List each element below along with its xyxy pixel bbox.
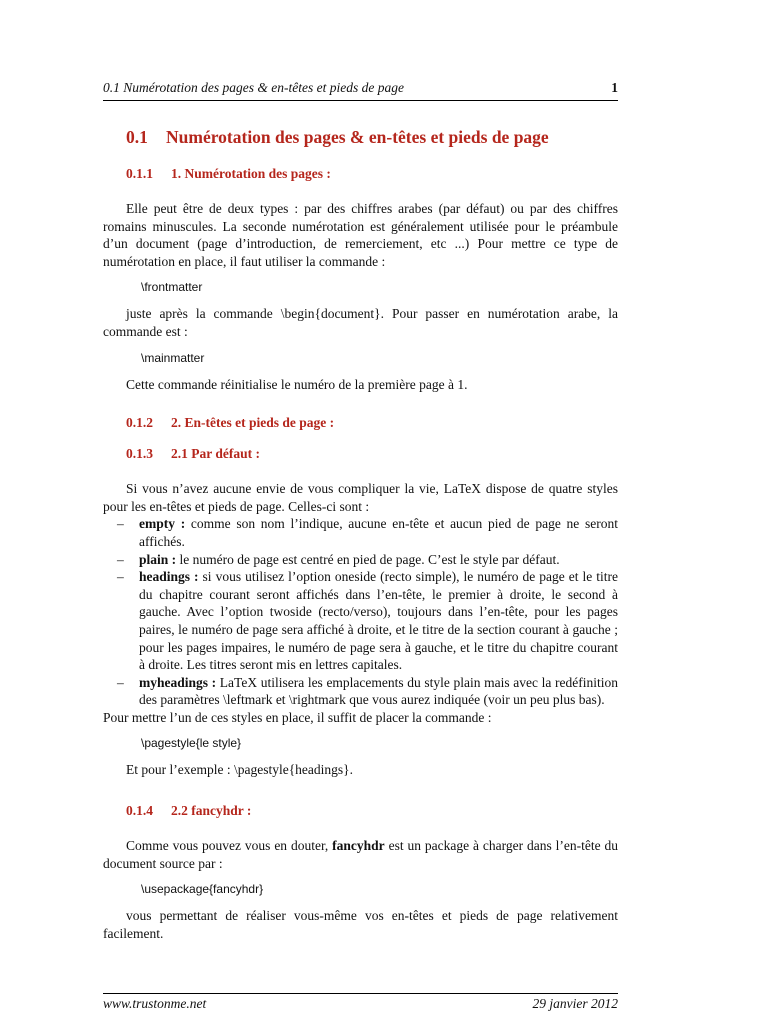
code-line: \mainmatter <box>141 350 205 365</box>
footer-date: 29 janvier 2012 <box>532 996 618 1011</box>
running-header <box>103 80 618 98</box>
subsection-number-2: 0.1.2 <box>126 415 153 431</box>
list-text: si vous utilisez l’option oneside (recto simple), le numéro de page et le titre du chapitre courant seront affichés dans l’en-tête, le premier à droite, le second à gauche. Avec l’option twoside (recto/verso), toujours dans l’en-tête, pour les pages paires, le numéro de page sera affiché à droite, et le titre de la section courant à gauche ; pour les pages impaires, le numéro de page sera à gauche, et le titre du chapitre courant à droite. Les titres seront mis en lettres capitales. <box>139 569 618 673</box>
dash-bullet: – <box>117 674 124 690</box>
paragraph <box>103 837 618 872</box>
paragraph: Si vous n’avez aucune envie de vous compliquer la vie, LaTeX dispose de quatre styles pour les en-têtes et pieds de page. Celles-ci sont : <box>103 481 618 514</box>
footer-rule <box>103 993 618 994</box>
subsection-number-1: 0.1.1 <box>126 166 153 181</box>
running-title: 0.1 Numérotation des pages & en-têtes et pieds de page <box>103 80 404 95</box>
subsection-number-4: 0.1.4 <box>126 803 153 819</box>
dash-bullet: – <box>117 516 124 532</box>
list-text: LaTeX utilisera les emplacements du style plain mais avec la redéfinition des paramètres \leftmark et \rightmark que vous aurez indiquée (voir un peu plus bas). <box>139 674 619 708</box>
subsection-title-4: 2.2 fancyhdr : <box>171 803 252 819</box>
paragraph: juste après la commande \begin{document}. Pour passer en numérotation arabe, la commande est : <box>103 306 618 339</box>
code-line: \usepackage{fancyhdr} <box>141 882 264 897</box>
code-line: \pagestyle{le style} <box>141 736 242 751</box>
subsection-title-3: 2.1 Par défaut : <box>171 446 260 462</box>
style-list <box>103 515 618 709</box>
package-name: fancyhdr <box>332 838 385 854</box>
subsection-heading-3 <box>126 444 618 464</box>
section-number: 0.1 <box>126 127 148 147</box>
dash-bullet: – <box>117 569 124 585</box>
list-item <box>103 551 618 569</box>
paragraph: Et pour l’exemple : \pagestyle{headings}. <box>126 762 354 778</box>
section-heading <box>126 124 618 150</box>
paragraph: Elle peut être de deux types : par des chiffres arabes (par défaut) ou par des chiffres romains minuscules. La seconde numérotation est généralement utilisée pour le préambule d’un document (page d’introduction, de remerciement, etc ...) Pour mettre ce type de numérotation en place, il faut utiliser la commande : <box>103 201 618 269</box>
list-term: plain : <box>139 551 177 567</box>
paragraph: Pour mettre l’un de ces styles en place, il suffit de placer la commande : <box>103 709 492 725</box>
subsection-title-1: 1. Numérotation des pages : <box>171 166 331 181</box>
list-item <box>103 568 618 674</box>
list-term: headings : <box>139 569 199 585</box>
page-body <box>103 124 618 942</box>
list-item <box>103 674 618 709</box>
subsection-heading-2 <box>126 413 618 433</box>
header-rule <box>103 100 618 101</box>
list-term: empty : <box>139 516 186 532</box>
subsection-title-2: 2. En-têtes et pieds de page : <box>171 415 335 431</box>
paragraph: vous permettant de réaliser vous-même vos en-têtes et pieds de page relativement facilement. <box>103 908 618 941</box>
page-number: 1 <box>611 80 618 95</box>
footer-website: www.trustonme.net <box>103 996 207 1011</box>
page-footer <box>103 996 618 1014</box>
list-item <box>103 515 618 550</box>
subsection-heading-1 <box>126 164 618 184</box>
list-text: le numéro de page est centré en pied de page. C’est le style par défaut. <box>176 551 560 567</box>
text-run: Comme vous pouvez vous en douter, <box>126 838 333 854</box>
subsection-number-3: 0.1.3 <box>126 446 153 462</box>
dash-bullet: – <box>117 551 124 567</box>
text-run: est un package à charger dans l’en-tête du document source par : <box>103 838 618 871</box>
paragraph: Cette commande réinitialise le numéro de la première page à 1. <box>126 376 468 392</box>
list-text: comme son nom l’indique, aucune en-tête et aucun pied de page ne seront affichés. <box>139 516 618 549</box>
section-title: Numérotation des pages & en-têtes et pieds de page <box>166 127 549 147</box>
code-line: \frontmatter <box>141 280 203 295</box>
subsection-heading-4 <box>126 801 618 821</box>
list-term: myheadings : <box>139 674 217 690</box>
